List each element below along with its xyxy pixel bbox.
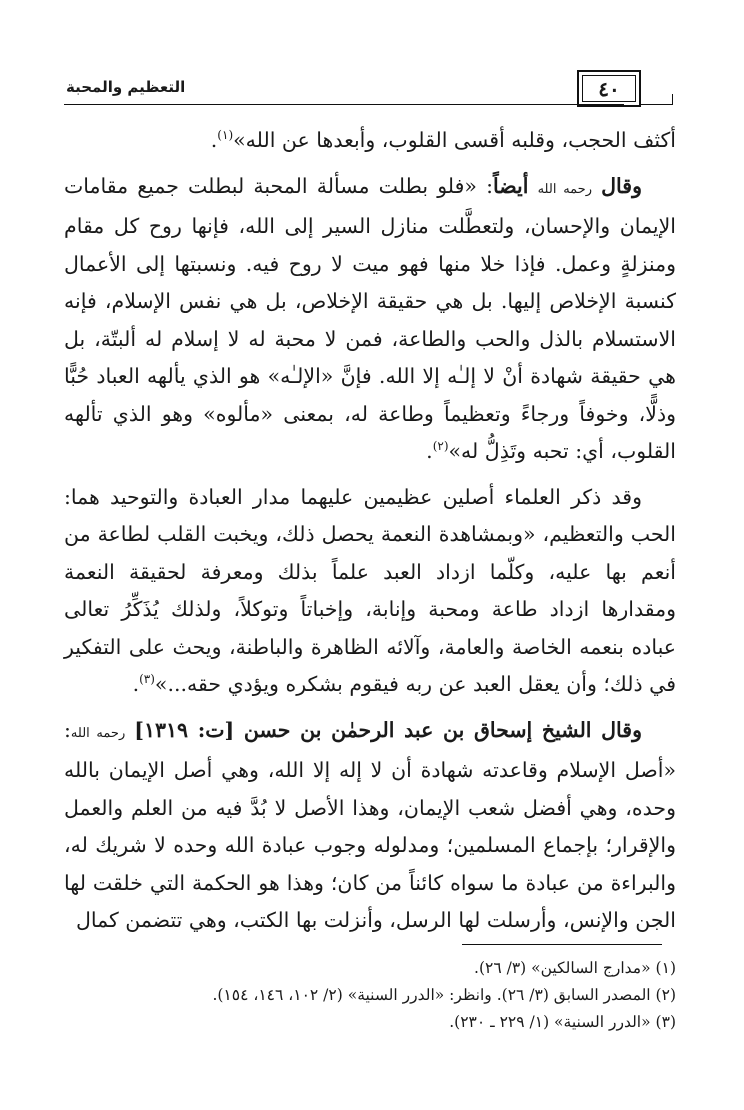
footnote-1 [64,955,676,982]
header-tick [641,104,673,105]
paragraph-2-text: : «فلو بطلت مسألة المحبة لبطلت جميع مقامات الإيمان والإحسان، ولتعطَّلت منازل السير إلى الله، فإنها روح كل مقام ومنزلةٍ وعمل. فإذا خلا منها فهو ميت لا روح فيه. ونسبتها إلى الأعمال كنسبة الإخلاص إليها. بل هي حقيقة الإخلاص، بل هي نفس الإسلام، فإنه الاستسلام بالذل والحب والطاعة، فمن لا محبة له لا إسلام له ألبتّة، بل هي حقيقة شهادة أنْ لا إلـٰه إلا الله. فإنَّ «الإلـٰه» هو الذي يألهه العباد حُبًّا وذلًّا، وخوفاً ورجاءً وتعظيماً وطاعة له، بمعنى «مألوه» وهو الذي تألهه القلوب، أي: تحبه وتَذِلُّ له» [64,173,676,463]
footnote-3-text: «الدرر السنية» (١/ ٢٢٩ ـ ٢٣٠). [449,1013,651,1031]
footnote-3 [64,1009,676,1036]
page-number-box [577,70,641,107]
paragraph-4-heading: وقال الشيخ إسحاق بن عبد الرحمٰن بن حسن [ت: ١٣١٩] [134,717,643,742]
paragraph-2-lead: وقال [601,173,642,198]
paragraph-4-colon: : [64,717,71,742]
running-title: التعظيم والمحبة [66,78,186,96]
header-rule [64,104,624,105]
header-tick-vertical [672,94,673,104]
footnote-2-text: المصدر السابق (٣/ ٢٦). وانظر: «الدرر السنية» (٢/ ١٠٢، ١٤٦، ١٥٤). [212,986,651,1004]
paragraph-2-end: . [426,439,433,463]
paragraph-1-end: . [210,128,218,152]
footnotes [64,955,676,1036]
paragraph-1-text: أكثف الحجب، وقلبه أقسى القلوب، وأبعدها عن الله» [233,128,676,152]
footnote-2-number: (٢) [655,986,676,1004]
footnote-3-number: (٣) [655,1013,676,1031]
main-text [64,122,676,940]
paragraph-2 [64,168,676,471]
footnote-1-number: (١) [655,959,676,977]
paragraph-3-end: . [132,672,140,696]
page-number: ٤٠ [582,75,636,102]
honorific-glyph: رحمه الله [537,181,592,197]
paragraph-4-text: «أصل الإسلام وقاعدته شهادة أن لا إله إلا الله، وهي أصل الإيمان بالله وحده، وهي أفضل شعب الإيمان، وهذا الأصل لا بُدَّ فيه من العلم والعمل والإقرار؛ بإجماع المسلمين؛ ومدلوله وجوب عبادة الله وحده لا شريك له، والبراءة من عبادة ما سواه كائناً من كان؛ وهذا هو الحكمة التي خلقت لها الجن والإنس، وأرسلت لها الرسل، وأنزلت بها الكتب، وهي تتضمن كمال [64,758,676,932]
footnote-ref-1: (١) [217,128,234,143]
footnote-2 [64,982,676,1009]
footnote-ref-3: (٣) [139,672,155,687]
paragraph-3 [64,479,676,704]
footnote-ref-2: (٢) [432,439,449,454]
paragraph-2-also: أيضاً [492,173,529,198]
paragraph-1 [64,122,676,160]
paragraph-4 [64,712,676,940]
honorific-glyph-2: رحمه الله [70,725,126,741]
paragraph-3-text: وقد ذكر العلماء أصلين عظيمين عليهما مدار العبادة والتوحيد هما: الحب والتعظيم، «وبمشاهدة النعمة يحصل ذلك، ويخبت القلب لطاعة من أنعم بها عليه، وكلّما ازداد العبد علماً بذلك ومعرفة لحقيقة النعمة ومقدارها ازداد طاعة ومحبة وإنابة، وإخباتاً وتوكلاً، ولذلك يُذَكِّرُ تعالى عباده بنعمه الخاصة والعامة، وآلائه الظاهرة والباطنة، ويحث على التفكير في ذلك؛ وأن يعقل العبد عن ربه فيقوم بشكره ويؤدي حقه...» [64,484,676,696]
footnote-separator [462,944,662,945]
footnote-1-text: «مدارج السالكين» (٣/ ٢٦). [474,959,651,977]
